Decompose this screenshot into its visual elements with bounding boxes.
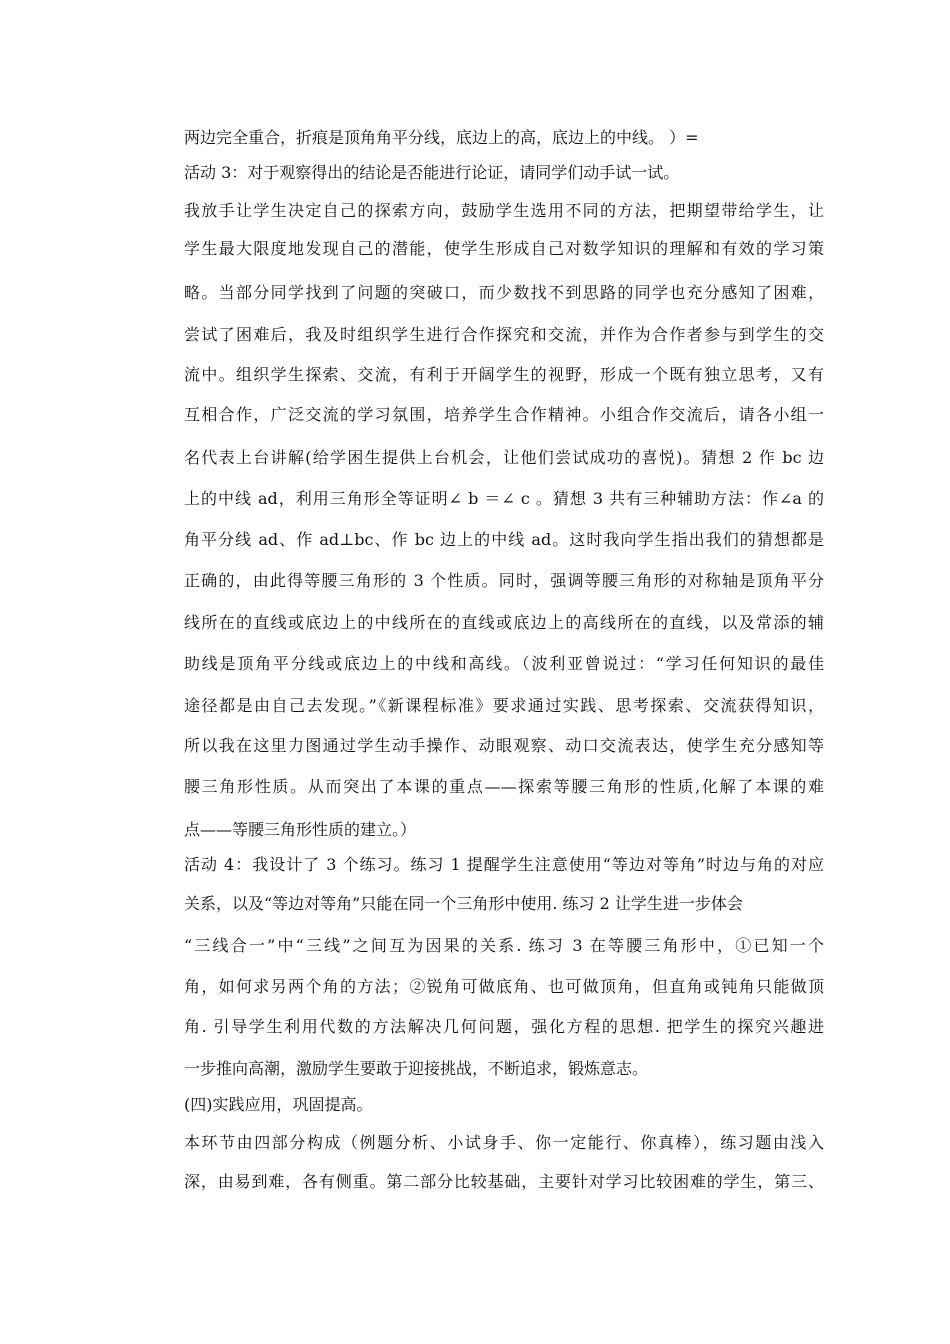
text-line: 活动 3：对于观察得出的结论是否能进行论证，请同学们动手试一试。: [184, 163, 680, 182]
text-line: 学生最大限度地发现自己的潜能，使学生形成自己对数学知识的理解和有效的学习策: [184, 239, 824, 258]
text-line: 所以我在这里力图通过学生动手操作、动眼观察、动口交流表达，使学生充分感知等: [184, 736, 824, 755]
text-line: 活动 4：我设计了 3 个练习。练习 1 提醒学生注意使用“等边对等角”时边与角的对应: [184, 855, 824, 874]
text-line: 两边完全重合，折痕是顶角角平分线，底边上的高，底边上的中线。 ）=: [184, 128, 699, 147]
text-line: 助线是顶角平分线或底边上的中线和高线。（波利亚曾说过：“学习任何知识的最佳: [184, 654, 824, 673]
text-line: 名代表上台讲解(给学困生提供上台机会，让他们尝试成功的喜悦)。猜想 2 作 bc 边: [184, 448, 824, 467]
text-line: 途径都是由自己去发现。”《新课程标准》要求通过实践、思考探索、交流获得知识，: [184, 696, 824, 715]
text-line: 角. 引导学生利用代数的方法解决几何问题，强化方程的思想. 把学生的探究兴趣进: [184, 1017, 824, 1036]
text-line: 尝试了困难后，我及时组织学生进行合作探究和交流，并作为合作者参与到学生的交: [184, 325, 824, 344]
text-line: “三线合一”中“三线”之间互为因果的关系. 练习 3 在等腰三角形中，①已知一个: [184, 936, 824, 955]
text-line: 关系，以及“等边对等角”只能在同一个三角形中使用. 练习 2 让学生进一步体会: [184, 894, 743, 913]
text-line: 流中。组织学生探索、交流，有利于开阔学生的视野，形成一个既有独立思考，又有: [184, 365, 824, 384]
text-line: 角，如何求另两个角的方法；②锐角可做底角、也可做顶角，但直角或钝角只能做顶: [184, 977, 824, 996]
text-line: (四)实践应用，巩固提高。: [184, 1095, 373, 1114]
text-line: 点——等腰三角形性质的建立。）: [184, 820, 417, 839]
text-line: 本环节由四部分构成（例题分析、小试身手、你一定能行、你真棒），练习题由浅入: [184, 1133, 824, 1152]
text-line: 角平分线 ad、作 ad⊥bc、作 bc 边上的中线 ad。这时我向学生指出我们的猜想都是: [184, 530, 824, 549]
text-line: 上的中线 ad，利用三角形全等证明∠ b ＝∠ c 。猜想 3 共有三种辅助方法：作∠a 的: [184, 489, 824, 508]
text-line: 我放手让学生决定自己的探索方向，鼓励学生选用不同的方法，把期望带给学生，让: [184, 201, 824, 220]
text-line: 正确的，由此得等腰三角形的 3 个性质。同时，强调等腰三角形的对称轴是顶角平分: [184, 571, 824, 590]
text-line: 深，由易到难，各有侧重。第二部分比较基础，主要针对学习比较困难的学生，第三、: [184, 1172, 824, 1191]
text-line: 线所在的直线或底边上的中线所在的直线或底边上的高线所在的直线，以及常添的辅: [184, 613, 824, 632]
text-line: 腰三角形性质。从而突出了本课的重点——探索等腰三角形的性质,化解了本课的难: [184, 777, 824, 796]
text-line: 略。当部分同学找到了问题的突破口，而少数找不到思路的同学也充分感知了困难，: [184, 283, 824, 302]
text-line: 一步推向高潮，激励学生要敢于迎接挑战，不断追求，锻炼意志。: [184, 1059, 649, 1078]
text-line: 互相合作，广泛交流的学习氛围，培养学生合作精神。小组合作交流后，请各小组一: [184, 405, 824, 424]
